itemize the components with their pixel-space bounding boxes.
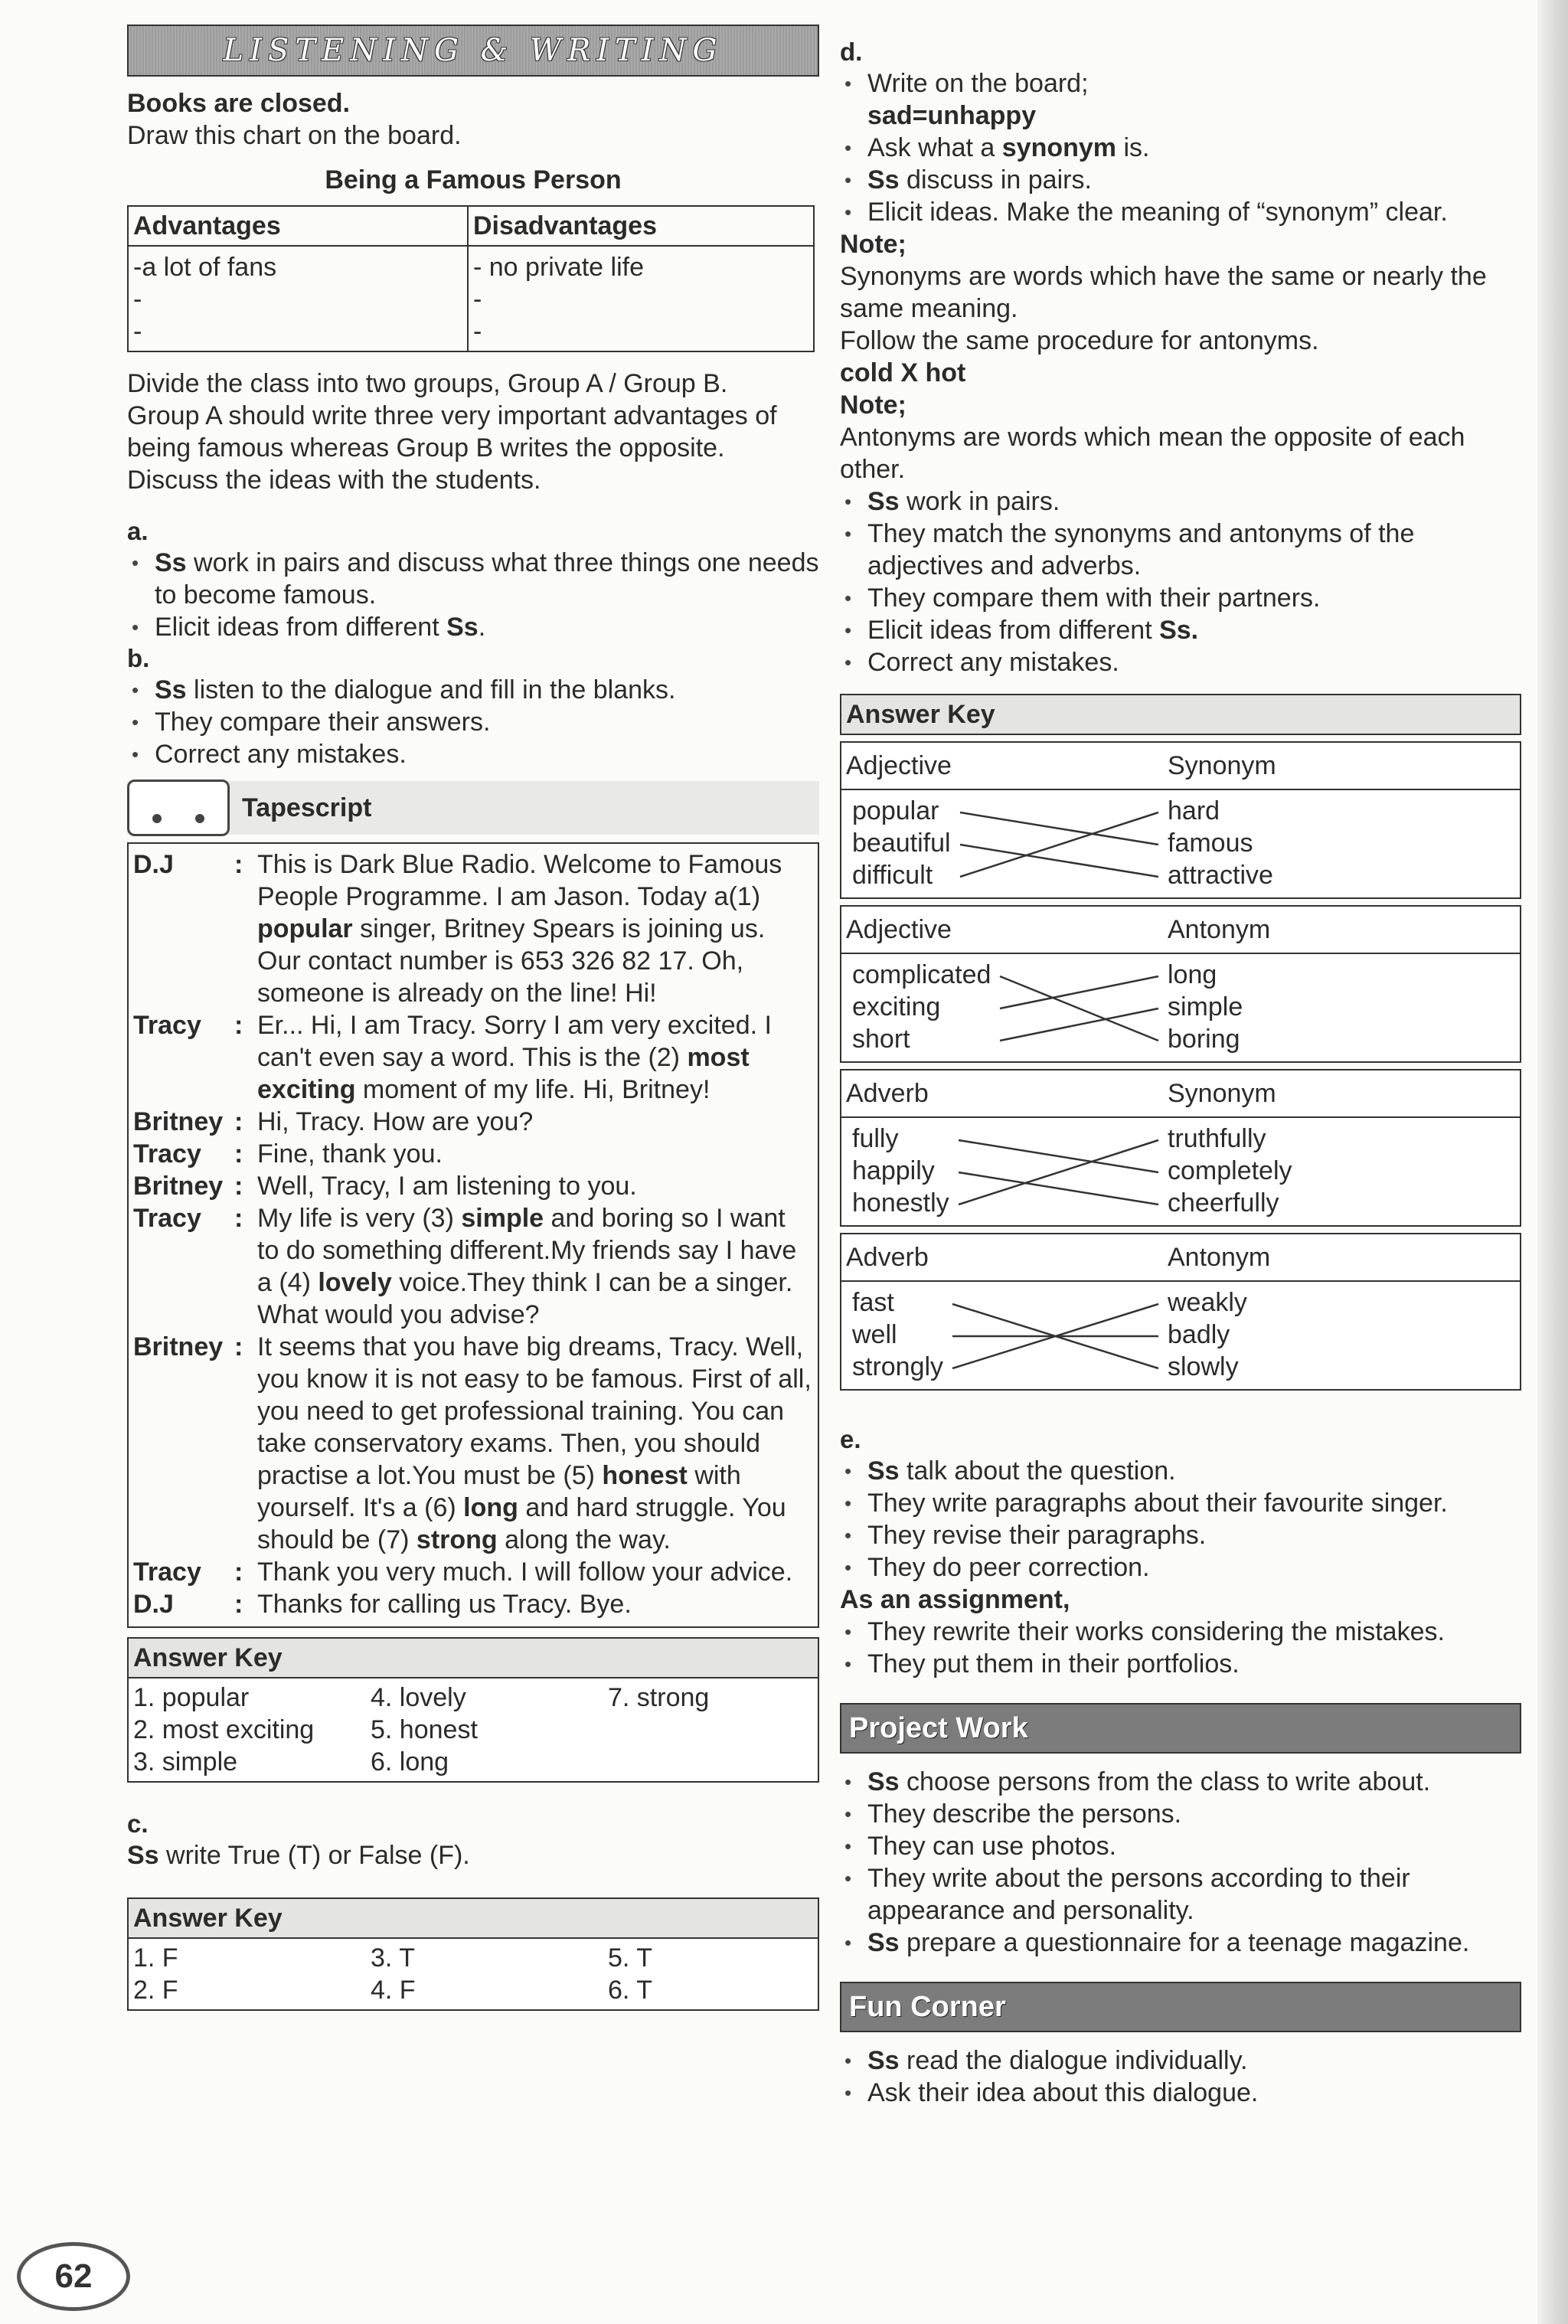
section-d-label: d. xyxy=(840,38,863,66)
list-item xyxy=(127,674,819,706)
answer-word: lovely xyxy=(318,1268,392,1297)
list-item xyxy=(840,1830,1521,1862)
dialogue-line xyxy=(133,848,813,1009)
section-header-title: LISTENING & WRITING xyxy=(223,33,724,68)
item-text: Ask their idea about this dialogue. xyxy=(867,2078,1259,2107)
answer-word: strong xyxy=(416,1525,498,1554)
matching-left-heading: Adverb xyxy=(846,1243,929,1272)
table-cell: - xyxy=(133,317,142,346)
list-item xyxy=(840,1648,1521,1680)
speaker-colon: : xyxy=(234,850,243,879)
note-label: Note; xyxy=(840,391,906,420)
matching-word: completely xyxy=(1168,1156,1292,1185)
answer-cell: 1. popular xyxy=(133,1683,250,1712)
answer-cell: 5. honest xyxy=(371,1715,478,1744)
matching-word: weakly xyxy=(1168,1288,1247,1317)
bold-text: synonym xyxy=(1001,133,1117,162)
matching-word: popular xyxy=(852,796,939,825)
note-label: Note; xyxy=(840,230,906,259)
item-text: discuss in pairs. xyxy=(899,165,1092,194)
dialogue-text xyxy=(257,1556,813,1588)
list-item xyxy=(840,1455,1521,1487)
speaker-colon: : xyxy=(234,1139,243,1169)
matching-word: well xyxy=(852,1320,897,1349)
matching-left-words xyxy=(852,1123,949,1219)
item-text: They write about the persons according to their appearance and personality. xyxy=(867,1864,1410,1925)
answer-cell: 4. F xyxy=(371,1976,416,2005)
matching-line xyxy=(960,812,1158,877)
matching-box-header xyxy=(841,907,1520,954)
section-e-list-2 xyxy=(840,1616,1521,1680)
speaker-name: Britney xyxy=(133,1172,224,1201)
item-text: talk about the question. xyxy=(899,1456,1176,1486)
matching-word: short xyxy=(852,1025,910,1054)
speaker-colon: : xyxy=(234,1204,243,1233)
speaker-name: Tracy xyxy=(133,1204,201,1233)
dialogue-text xyxy=(257,1138,813,1170)
answer-word: honest xyxy=(602,1461,688,1490)
divide-line: Discuss the ideas with the students. xyxy=(127,466,541,495)
bold-text: sad=unhappy xyxy=(867,101,1037,130)
matching-word: complicated xyxy=(852,960,991,989)
follow-text: Follow the same procedure for antonyms. xyxy=(840,326,1319,355)
matching-line xyxy=(959,1140,1158,1172)
dialogue-segment: along the way. xyxy=(497,1525,671,1554)
item-text: They revise their paragraphs. xyxy=(867,1521,1207,1550)
item-text: Correct any mistakes. xyxy=(155,740,407,769)
section-a-label: a. xyxy=(127,517,149,545)
item-text: They can use photos. xyxy=(867,1832,1117,1861)
matching-line xyxy=(960,845,1158,877)
bold-text: Ss xyxy=(867,2046,900,2075)
matching-box-body xyxy=(841,954,1520,1061)
matching-right-words xyxy=(1168,959,1243,1055)
dialogue-segment: and boring so I want to do something different.My friends say I have a (4) xyxy=(257,1204,797,1297)
item-text: Elicit ideas. Make the meaning of “synonym” clear. xyxy=(867,198,1448,227)
bold-text: Ss xyxy=(155,548,187,577)
list-item xyxy=(840,1551,1521,1584)
list-item xyxy=(840,582,1521,614)
matching-boxes xyxy=(840,741,1521,1391)
item-text: Write on the board; xyxy=(867,69,1089,98)
answer-cell: 6. long xyxy=(371,1747,449,1777)
list-item xyxy=(127,738,819,770)
item-text: They put them in their portfolios. xyxy=(867,1649,1240,1678)
speaker-name: D.J xyxy=(133,1590,174,1619)
table-row xyxy=(128,246,814,351)
section-a-list xyxy=(127,547,819,643)
list-item xyxy=(127,611,819,643)
list-item xyxy=(840,196,1521,228)
table-cell: -a lot of fans xyxy=(133,253,277,282)
dialogue-segment: moment of my life. Hi, Britney! xyxy=(355,1075,710,1104)
matching-word: fully xyxy=(852,1124,899,1153)
speaker-colon: : xyxy=(234,1011,243,1040)
matching-right-heading: Antonym xyxy=(1168,915,1271,944)
list-item xyxy=(840,1798,1521,1830)
list-item xyxy=(840,2077,1521,2109)
matching-word: simple xyxy=(1168,992,1243,1021)
answer-word: popular xyxy=(257,914,353,943)
divide-line: Divide the class into two groups, Group A / Group B. xyxy=(127,369,728,398)
matching-box-body xyxy=(841,1282,1520,1389)
speaker-name: Britney xyxy=(133,1107,224,1136)
answer-cell: 3. simple xyxy=(133,1747,238,1777)
matching-word: happily xyxy=(852,1156,935,1185)
answer-word: most exciting xyxy=(257,1043,750,1104)
matching-word: famous xyxy=(1168,829,1253,858)
project-work-title: Project Work xyxy=(849,1711,1028,1744)
tapescript-header xyxy=(127,781,819,835)
dialogue-line xyxy=(133,1331,813,1556)
famous-person-table xyxy=(127,205,815,352)
item-text: . xyxy=(478,613,486,642)
answer-key-d xyxy=(840,694,1521,735)
speaker-name: Tracy xyxy=(133,1139,201,1169)
matching-box xyxy=(840,1233,1521,1391)
table-header-disadvantages: Disadvantages xyxy=(468,206,814,246)
dialogue-text xyxy=(257,1202,813,1331)
item-text: work in pairs and discuss what three things one needs to become famous. xyxy=(155,548,819,610)
list-item xyxy=(127,706,819,738)
bold-text: Ss xyxy=(867,1928,900,1957)
dialogue-line xyxy=(133,1556,813,1588)
list-item xyxy=(840,164,1521,196)
dialogue-line xyxy=(133,1588,813,1620)
list-item xyxy=(840,2045,1521,2077)
page-number: 62 xyxy=(17,2242,130,2311)
matching-left-words xyxy=(852,795,951,891)
dialogue-segment: Thank you very much. I will follow your advice. xyxy=(257,1558,793,1587)
list-item xyxy=(840,1927,1521,1959)
matching-word: beautiful xyxy=(852,829,951,858)
item-text: listen to the dialogue and fill in the blanks. xyxy=(186,675,676,704)
dialogue-line xyxy=(133,1170,813,1202)
list-item xyxy=(840,1519,1521,1551)
bold-text: Ss xyxy=(867,1767,900,1796)
table-header-advantages: Advantages xyxy=(128,206,468,246)
item-text: Elicit ideas from different xyxy=(867,616,1160,645)
dialogue-segment: voice.They think I can be a singer. What would you advise? xyxy=(257,1268,793,1329)
section-b-list xyxy=(127,674,819,770)
divide-instructions xyxy=(127,368,819,496)
dialogue-segment: Well, Tracy, I am listening to you. xyxy=(257,1172,637,1201)
fun-corner-header xyxy=(840,1982,1521,2032)
dialogue-text xyxy=(257,1170,813,1202)
list-item xyxy=(840,614,1521,646)
matching-right-heading: Antonym xyxy=(1168,1243,1271,1272)
item-text: They do peer correction. xyxy=(867,1553,1150,1582)
list-item xyxy=(840,1766,1521,1798)
list-item xyxy=(840,100,1521,132)
item-text: read the dialogue individually. xyxy=(899,2046,1248,2075)
item-text: They rewrite their works considering the mistakes. xyxy=(867,1617,1445,1646)
matching-box-header xyxy=(841,1070,1520,1118)
divide-line: Group A should write three very important advantages of xyxy=(127,401,777,430)
matching-box xyxy=(840,905,1521,1063)
list-item xyxy=(840,132,1521,164)
project-work-list xyxy=(840,1766,1521,1959)
bold-text: Ss xyxy=(867,487,900,516)
matching-word: honestly xyxy=(852,1188,949,1218)
answer-cell xyxy=(608,1714,813,1746)
dialogue-segment: and hard struggle. You should be (7) xyxy=(257,1493,786,1554)
books-closed: Books are closed. xyxy=(127,89,351,118)
section-e-list xyxy=(840,1455,1521,1584)
matching-box xyxy=(840,1069,1521,1227)
matching-word: truthfully xyxy=(1168,1124,1266,1153)
speaker-colon: : xyxy=(234,1590,243,1619)
speaker-colon: : xyxy=(234,1558,243,1587)
item-text: They describe the persons. xyxy=(867,1799,1182,1829)
matching-word: slowly xyxy=(1168,1352,1239,1381)
dialogue-segment: Fine, thank you. xyxy=(257,1139,443,1169)
bold-text: Ss. xyxy=(1159,616,1199,645)
item-text: They compare them with their partners. xyxy=(867,583,1321,613)
matching-left-words xyxy=(852,959,991,1055)
answer-key-b xyxy=(127,1637,819,1783)
item-text: Ask what a xyxy=(867,133,1002,162)
matching-line xyxy=(960,812,1158,845)
answer-cell: 4. lovely xyxy=(371,1683,466,1712)
dialogue-segment: Er... Hi, I am Tracy. Sorry I am very excited. I can't even say a word. This is the (2) xyxy=(257,1011,772,1072)
list-item xyxy=(840,1616,1521,1648)
bold-text: Ss xyxy=(867,165,900,194)
matching-box-header xyxy=(841,743,1520,790)
matching-word: hard xyxy=(1168,796,1220,825)
answer-cell: 1. F xyxy=(133,1943,178,1973)
chart-title: Being a Famous Person xyxy=(325,165,622,194)
divide-line: being famous whereas Group B writes the opposite. xyxy=(127,433,725,463)
matching-line xyxy=(1000,1008,1158,1041)
dialogue-line xyxy=(133,1138,813,1170)
dialogue-segment: with yourself. It's a (6) xyxy=(257,1461,741,1522)
project-work-header xyxy=(840,1703,1521,1754)
matching-word: long xyxy=(1168,960,1217,989)
answer-key-title: Answer Key xyxy=(841,695,1520,734)
matching-box-body xyxy=(841,790,1520,897)
answer-cell xyxy=(608,1746,813,1778)
bold-text: Ss xyxy=(155,675,187,704)
matching-left-heading: Adjective xyxy=(846,751,952,780)
left-column xyxy=(127,25,819,2011)
cassette-icon xyxy=(127,780,230,836)
note-text: Synonyms are words which have the same or nearly the same meaning. xyxy=(840,262,1487,323)
matching-left-heading: Adverb xyxy=(846,1079,929,1108)
matching-word: exciting xyxy=(852,992,941,1021)
matching-word: difficult xyxy=(852,861,933,890)
matching-word: badly xyxy=(1168,1320,1230,1349)
matching-right-words xyxy=(1168,1123,1292,1219)
answer-word: simple xyxy=(461,1204,544,1233)
matching-line xyxy=(959,1140,1158,1204)
section-c-label: c. xyxy=(127,1809,149,1838)
dialogue-line xyxy=(133,1009,813,1106)
speaker-name: Britney xyxy=(133,1332,224,1361)
bold-text: Ss xyxy=(127,1841,159,1870)
item-text: They write paragraphs about their favourite singer. xyxy=(867,1489,1448,1518)
section-b-label: b. xyxy=(127,644,150,672)
matching-right-heading: Synonym xyxy=(1168,1079,1276,1108)
assignment-label: As an assignment, xyxy=(840,1585,1070,1614)
section-e-label: e. xyxy=(840,1425,861,1453)
matching-word: strongly xyxy=(852,1352,944,1381)
note-text: Antonyms are words which mean the opposite of each other. xyxy=(840,423,1465,484)
matching-line xyxy=(1000,976,1158,1008)
matching-line xyxy=(1000,976,1158,1041)
fun-corner-list xyxy=(840,2045,1521,2109)
answer-cell: 2. F xyxy=(133,1976,178,2005)
matching-word: attractive xyxy=(1168,861,1273,890)
answer-cell: 7. strong xyxy=(608,1683,710,1712)
dialogue-segment: singer, Britney Spears is joining us. Our contact number is 653 326 82 17. Oh, someone is already on the line! Hi! xyxy=(257,914,766,1008)
matching-right-words xyxy=(1168,1286,1247,1383)
draw-chart-instruction: Draw this chart on the board. xyxy=(127,121,462,150)
answer-cell: 3. T xyxy=(371,1943,415,1973)
list-item xyxy=(127,547,819,611)
speaker-colon: : xyxy=(234,1107,243,1136)
table-cell: - xyxy=(473,285,482,314)
answer-key-grid xyxy=(129,1678,818,1781)
item-text: write True (T) or False (F). xyxy=(158,1841,470,1870)
dialogue-segment: This is Dark Blue Radio. Welcome to Famous People Programme. I am Jason. Today a(1) xyxy=(257,850,782,911)
dialogue-text xyxy=(257,1009,813,1106)
speaker-name: Tracy xyxy=(133,1558,201,1587)
item-text: They match the synonyms and antonyms of the adjectives and adverbs. xyxy=(867,519,1415,580)
right-column xyxy=(840,37,1521,2109)
section-header xyxy=(127,25,819,77)
matching-box xyxy=(840,741,1521,899)
list-item xyxy=(840,485,1521,518)
speaker-colon: : xyxy=(234,1332,243,1361)
table-header-row xyxy=(128,206,814,246)
answer-cell: 2. most exciting xyxy=(133,1715,315,1744)
speaker-name: D.J xyxy=(133,850,174,879)
dialogue-segment: My life is very (3) xyxy=(257,1204,462,1233)
answer-key-grid xyxy=(129,1939,818,2009)
dialogue-text xyxy=(257,1106,813,1138)
item-text: choose persons from the class to write about. xyxy=(899,1767,1431,1796)
bold-text: Ss xyxy=(867,1456,900,1486)
dialogue-text xyxy=(257,1588,813,1620)
speaker-colon: : xyxy=(234,1172,243,1201)
dialogue-segment: Hi, Tracy. How are you? xyxy=(257,1107,534,1136)
section-d-list-2 xyxy=(840,485,1521,678)
matching-box-header xyxy=(841,1234,1520,1282)
cold-hot-example: cold X hot xyxy=(840,358,966,387)
item-text: Correct any mistakes. xyxy=(867,648,1119,677)
list-item xyxy=(840,518,1521,582)
item-text: They compare their answers. xyxy=(155,708,491,737)
dialogue-text xyxy=(257,848,813,1009)
dialogue-line xyxy=(133,1106,813,1138)
matching-line xyxy=(959,1172,1158,1204)
fun-corner-title: Fun Corner xyxy=(849,1990,1006,2023)
answer-cell: 6. T xyxy=(608,1976,652,2005)
section-c-text xyxy=(127,1839,819,1871)
dialogue-segment: Thanks for calling us Tracy. Bye. xyxy=(257,1590,632,1619)
dialogue-line xyxy=(133,1202,813,1331)
table-cell: - no private life xyxy=(473,253,644,282)
matching-word: fast xyxy=(852,1288,894,1317)
item-text: Elicit ideas from different xyxy=(155,613,447,642)
list-item xyxy=(840,1487,1521,1519)
dialogue-text xyxy=(257,1331,813,1556)
speaker-name: Tracy xyxy=(133,1011,201,1040)
item-text: is. xyxy=(1116,133,1150,162)
item-text: prepare a questionnaire for a teenage magazine. xyxy=(899,1928,1470,1957)
tapescript-title: Tapescript xyxy=(242,793,372,822)
matching-left-words xyxy=(852,1286,943,1383)
disadvantages-cell xyxy=(468,246,814,351)
list-item xyxy=(840,1862,1521,1927)
answer-key-c xyxy=(127,1897,819,2011)
answer-key-title: Answer Key xyxy=(129,1639,818,1678)
table-cell: - xyxy=(473,317,482,346)
table-cell: - xyxy=(133,285,142,314)
answer-cell: 5. T xyxy=(608,1943,652,1973)
page-edge xyxy=(1537,0,1568,2324)
section-d-list xyxy=(840,67,1521,228)
matching-left-heading: Adjective xyxy=(846,915,952,944)
matching-right-heading: Synonym xyxy=(1168,751,1276,780)
tapescript-box xyxy=(127,842,819,1628)
answer-word: long xyxy=(463,1493,518,1522)
list-item xyxy=(840,646,1521,678)
item-text: work in pairs. xyxy=(899,487,1060,516)
matching-word: cheerfully xyxy=(1168,1188,1279,1218)
bold-text: Ss xyxy=(446,613,479,642)
matching-word: boring xyxy=(1168,1025,1240,1054)
matching-box-body xyxy=(841,1118,1520,1225)
answer-key-title: Answer Key xyxy=(129,1899,818,1939)
dialogue-segment: It seems that you have big dreams, Tracy. Well, you know it is not easy to be famous. First of all, you need to get professional training. You can take conservatory exams. Then, you should practise a lot.You must be (5) xyxy=(257,1332,812,1490)
matching-right-words xyxy=(1168,795,1273,891)
list-item xyxy=(840,67,1521,100)
advantages-cell xyxy=(128,246,468,351)
